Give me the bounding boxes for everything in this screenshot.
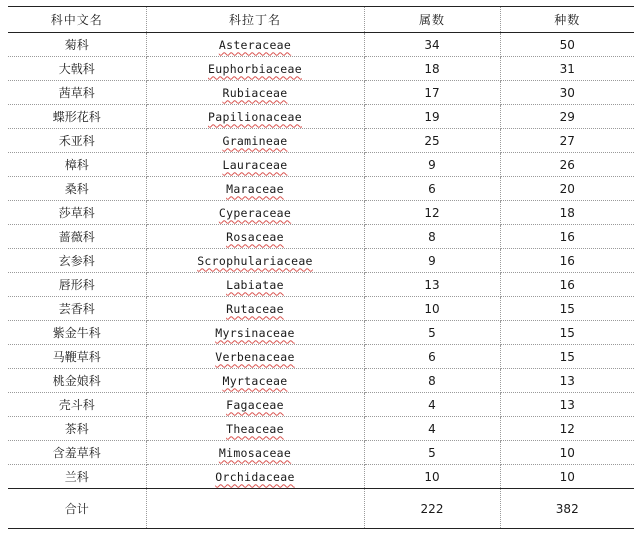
- family-latin-name: [146, 345, 364, 369]
- family-genera-count: [364, 201, 500, 225]
- family-species-count-text: 15: [559, 349, 575, 364]
- family-species-count: [500, 345, 634, 369]
- family-genera-count-text: 12: [424, 205, 440, 220]
- family-species-count-text: 27: [559, 133, 575, 148]
- header-genera-count: 属数: [364, 7, 500, 33]
- family-genera-count: [364, 249, 500, 273]
- family-latin-name-text: Gramineae: [222, 133, 288, 148]
- family-species-count: [500, 369, 634, 393]
- table-row: [8, 393, 634, 417]
- family-species-count-text: 18: [559, 205, 575, 220]
- family-species-count: [500, 153, 634, 177]
- family-genera-count: [364, 441, 500, 465]
- table-row: [8, 441, 634, 465]
- family-chinese-name: [8, 33, 146, 57]
- family-latin-name: [146, 273, 364, 297]
- family-species-count-text: 20: [559, 181, 575, 196]
- table-row: [8, 33, 634, 57]
- table-row: [8, 417, 634, 441]
- family-chinese-name: [8, 57, 146, 81]
- document-page: [8, 6, 634, 529]
- family-species-count-text: 10: [559, 445, 575, 460]
- family-species-count-text: 16: [559, 253, 575, 268]
- family-latin-name: [146, 129, 364, 153]
- family-genera-count: [364, 57, 500, 81]
- family-latin-name-text: Verbenaceae: [215, 349, 295, 364]
- family-latin-name: [146, 33, 364, 57]
- family-genera-count-text: 4: [428, 421, 436, 436]
- family-species-count: [500, 201, 634, 225]
- family-latin-name-text: Scrophulariaceae: [197, 253, 313, 268]
- family-chinese-name-text: 玄参科: [58, 254, 95, 268]
- family-chinese-name: [8, 345, 146, 369]
- table-row: [8, 105, 634, 129]
- family-chinese-name: [8, 177, 146, 201]
- family-chinese-name-text: 蔷薇科: [58, 230, 95, 244]
- family-latin-name-text: Papilionaceae: [208, 109, 302, 124]
- family-species-count: [500, 177, 634, 201]
- family-genera-count: [364, 105, 500, 129]
- family-genera-count: [364, 225, 500, 249]
- family-species-count-text: 12: [559, 421, 575, 436]
- family-species-count: [500, 297, 634, 321]
- family-species-count-text: 15: [559, 325, 575, 340]
- table-row: [8, 225, 634, 249]
- family-species-count-text: 15: [559, 301, 575, 316]
- family-latin-name-text: Orchidaceae: [215, 469, 295, 484]
- family-latin-name: [146, 321, 364, 345]
- family-species-count-text: 30: [559, 85, 575, 100]
- family-latin-name-text: Rutaceae: [226, 301, 284, 316]
- table-row: [8, 369, 634, 393]
- family-genera-count-text: 9: [428, 157, 436, 172]
- family-chinese-name: [8, 81, 146, 105]
- family-chinese-name: [8, 465, 146, 489]
- family-species-count-text: 50: [559, 37, 575, 52]
- family-species-count: [500, 321, 634, 345]
- family-chinese-name-text: 菊科: [64, 38, 89, 52]
- family-latin-name: [146, 393, 364, 417]
- family-latin-name-text: Rubiaceae: [222, 85, 288, 100]
- total-species: 382: [500, 489, 634, 529]
- family-genera-count-text: 9: [428, 253, 436, 268]
- table-row: [8, 249, 634, 273]
- family-genera-count-text: 6: [428, 181, 436, 196]
- table-row: [8, 297, 634, 321]
- family-chinese-name: [8, 369, 146, 393]
- table-row: [8, 81, 634, 105]
- family-chinese-name-text: 莎草科: [58, 206, 95, 220]
- family-latin-name-text: Myrtaceae: [222, 373, 288, 388]
- family-species-count: [500, 33, 634, 57]
- family-genera-count-text: 13: [424, 277, 440, 292]
- family-chinese-name-text: 茶科: [64, 422, 89, 436]
- family-genera-count: [364, 177, 500, 201]
- family-chinese-name-text: 桃金娘科: [52, 374, 101, 388]
- family-chinese-name: [8, 273, 146, 297]
- family-species-count: [500, 81, 634, 105]
- family-genera-count: [364, 129, 500, 153]
- family-genera-count: [364, 321, 500, 345]
- family-chinese-name-text: 含羞草科: [52, 446, 101, 460]
- family-genera-count: [364, 81, 500, 105]
- family-species-count-text: 29: [559, 109, 575, 124]
- table-row: [8, 129, 634, 153]
- family-chinese-name-text: 唇形科: [58, 278, 95, 292]
- family-latin-name: [146, 417, 364, 441]
- family-chinese-name: [8, 393, 146, 417]
- family-genera-count-text: 5: [428, 325, 436, 340]
- family-genera-count-text: 4: [428, 397, 436, 412]
- total-latin-empty: [146, 489, 364, 529]
- family-latin-name-text: Lauraceae: [222, 157, 288, 172]
- table-row: [8, 321, 634, 345]
- family-latin-name-text: Cyperaceae: [218, 205, 292, 220]
- family-chinese-name: [8, 105, 146, 129]
- header-chinese-name: 科中文名: [8, 7, 146, 33]
- family-latin-name: [146, 225, 364, 249]
- family-genera-count: [364, 369, 500, 393]
- family-genera-count-text: 10: [424, 301, 440, 316]
- table-row: [8, 345, 634, 369]
- family-genera-count-text: 17: [424, 85, 440, 100]
- family-species-count-text: 13: [559, 397, 575, 412]
- table-row: [8, 57, 634, 81]
- plant-family-table: [8, 6, 634, 529]
- family-species-count: [500, 393, 634, 417]
- family-species-count: [500, 273, 634, 297]
- family-species-count: [500, 57, 634, 81]
- family-genera-count: [364, 153, 500, 177]
- table-body: [8, 33, 634, 489]
- family-chinese-name-text: 马鞭草科: [52, 350, 101, 364]
- family-chinese-name-text: 茜草科: [58, 86, 95, 100]
- family-chinese-name: [8, 249, 146, 273]
- family-species-count: [500, 441, 634, 465]
- family-latin-name: [146, 81, 364, 105]
- family-genera-count-text: 34: [424, 37, 440, 52]
- family-latin-name: [146, 369, 364, 393]
- total-row: [8, 489, 634, 529]
- family-latin-name-text: Euphorbiaceae: [208, 61, 302, 76]
- family-species-count-text: 31: [559, 61, 575, 76]
- family-chinese-name: [8, 153, 146, 177]
- family-chinese-name-text: 兰科: [64, 470, 89, 484]
- family-latin-name-text: Theaceae: [226, 421, 284, 436]
- family-chinese-name: [8, 201, 146, 225]
- family-chinese-name-text: 樟科: [64, 158, 89, 172]
- table-header: [8, 7, 634, 33]
- family-chinese-name: [8, 129, 146, 153]
- family-latin-name-text: Asteraceae: [218, 37, 292, 52]
- family-genera-count: [364, 273, 500, 297]
- family-latin-name-text: Fagaceae: [226, 397, 284, 412]
- family-genera-count: [364, 393, 500, 417]
- family-chinese-name-text: 桑科: [64, 182, 89, 196]
- family-genera-count-text: 10: [424, 469, 440, 484]
- family-genera-count-text: 6: [428, 349, 436, 364]
- table-row: [8, 465, 634, 489]
- family-genera-count: [364, 297, 500, 321]
- total-genera: 222: [364, 489, 500, 529]
- family-species-count: [500, 129, 634, 153]
- table-footer: [8, 489, 634, 529]
- header-latin-name: 科拉丁名: [146, 7, 364, 33]
- family-genera-count: [364, 465, 500, 489]
- family-chinese-name-text: 蝶形花科: [52, 110, 101, 124]
- family-latin-name-text: Labiatae: [226, 277, 284, 292]
- family-genera-count-text: 19: [424, 109, 440, 124]
- family-chinese-name: [8, 417, 146, 441]
- table-row: [8, 201, 634, 225]
- family-genera-count: [364, 417, 500, 441]
- family-latin-name-text: Maraceae: [226, 181, 284, 196]
- family-chinese-name-text: 大戟科: [58, 62, 95, 76]
- table-row: [8, 153, 634, 177]
- family-latin-name-text: Rosaceae: [226, 229, 284, 244]
- family-chinese-name-text: 芸香科: [58, 302, 95, 316]
- family-species-count-text: 16: [559, 229, 575, 244]
- family-chinese-name-text: 壳斗科: [58, 398, 95, 412]
- family-species-count: [500, 417, 634, 441]
- family-latin-name: [146, 465, 364, 489]
- family-genera-count-text: 8: [428, 229, 436, 244]
- header-species-count: 种数: [500, 7, 634, 33]
- family-chinese-name: [8, 321, 146, 345]
- family-chinese-name: [8, 297, 146, 321]
- family-genera-count: [364, 345, 500, 369]
- family-chinese-name: [8, 225, 146, 249]
- header-row: [8, 7, 634, 33]
- family-species-count: [500, 105, 634, 129]
- family-species-count: [500, 225, 634, 249]
- family-chinese-name-text: 紫金牛科: [52, 326, 101, 340]
- family-species-count-text: 16: [559, 277, 575, 292]
- family-species-count: [500, 249, 634, 273]
- family-species-count-text: 26: [559, 157, 575, 172]
- family-latin-name: [146, 153, 364, 177]
- family-chinese-name: [8, 441, 146, 465]
- total-label: 合计: [8, 489, 146, 529]
- family-latin-name: [146, 105, 364, 129]
- family-genera-count-text: 8: [428, 373, 436, 388]
- family-genera-count-text: 5: [428, 445, 436, 460]
- table-row: [8, 273, 634, 297]
- family-genera-count-text: 25: [424, 133, 440, 148]
- family-latin-name: [146, 201, 364, 225]
- family-latin-name: [146, 441, 364, 465]
- family-species-count-text: 13: [559, 373, 575, 388]
- family-latin-name: [146, 249, 364, 273]
- family-latin-name: [146, 177, 364, 201]
- family-chinese-name-text: 禾亚科: [58, 134, 95, 148]
- family-genera-count-text: 18: [424, 61, 440, 76]
- family-species-count-text: 10: [559, 469, 575, 484]
- table-row: [8, 177, 634, 201]
- family-genera-count: [364, 33, 500, 57]
- family-latin-name-text: Mimosaceae: [218, 445, 292, 460]
- family-species-count: [500, 465, 634, 489]
- family-latin-name: [146, 297, 364, 321]
- family-latin-name: [146, 57, 364, 81]
- family-latin-name-text: Myrsinaceae: [215, 325, 295, 340]
